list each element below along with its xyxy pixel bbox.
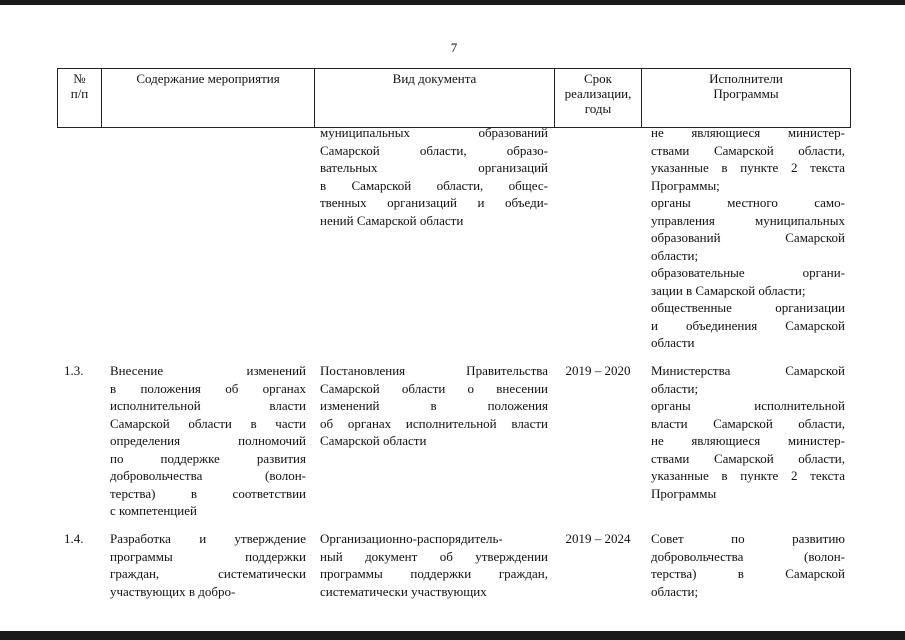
row-document-cell [320,362,548,450]
text-line: определения полномочий [110,433,306,448]
text-line: не являющиеся министер- [651,125,845,140]
text-line: и объединения Самарской [651,317,845,333]
table-border-top [57,68,851,69]
text-line: области; [651,380,699,396]
text-line: Программы [651,485,717,501]
text-line: программы поддержки граждан, [320,566,548,581]
text-line: области [651,335,695,350]
text-line: ствами Самарской области, [651,450,845,466]
text-line: в положения об органах [110,380,306,396]
row-number: 1.3. [64,363,84,378]
text-line: органы исполнительной [651,398,845,413]
text-line: граждан, систематически [110,566,306,581]
text-line: добровольчества (волон- [110,468,306,483]
row-document-cell [320,530,548,600]
row-number: 1.4. [64,531,84,546]
text-line: программы поддержки [110,548,306,564]
text-line: образовательные органи- [651,265,845,280]
text-line: об органах исполнительной власти [320,415,548,431]
text-line: управления муниципальных [651,212,845,228]
scan-edge-top [0,0,905,5]
text-line: муниципальных образований [320,125,548,140]
row-term: 2019 – 2020 [565,363,631,378]
text-line: в Самарской области, общес- [320,177,548,193]
row-executors-cell [651,530,845,600]
header-term: Срок реализации, годы [564,71,632,116]
row-executors-cell [651,362,845,502]
row-content-cell [110,362,306,520]
text-line: Министерства Самарской [651,363,845,378]
text-line: власти Самарской области, [651,415,845,431]
text-line: участвующих в добро- [110,583,236,599]
text-line: органы местного само- [651,195,845,210]
text-line: нений Самарской области [320,212,464,228]
text-line: ный документ об утверждении [320,548,548,564]
text-line: Организационно-распорядитель- [320,531,503,546]
text-line: не являющиеся министер- [651,433,845,448]
text-line: Совет по развитию [651,531,845,546]
text-line: Разработка и утверждение [110,531,306,546]
text-line: вательных организаций [320,160,548,175]
text-line: исполнительной власти [110,398,306,413]
text-line: области; [651,247,699,263]
text-line: ствами Самарской области, [651,142,845,158]
text-line: с компетенцией [110,503,197,518]
text-line: образований Самарской [651,230,845,245]
header-executors: Исполнители Программы [709,71,783,101]
continuation-executors-cell [651,124,845,352]
text-line: области; [651,583,699,599]
text-line: Постановления Правительства [320,363,548,378]
row-content-cell [110,530,306,600]
text-line: указанные в пункте 2 текста [651,468,845,483]
page-number: 7 [450,40,458,55]
text-line: указанные в пункте 2 текста [651,160,845,175]
row-term: 2019 – 2024 [565,531,631,546]
continuation-document-cell [320,124,548,229]
header-content: Содержание мероприятия [136,71,280,86]
text-line: Внесение изменений [110,363,306,378]
header-document: Вид документа [392,71,477,86]
text-line: терства) в соответствии [110,485,306,501]
text-line: изменений в положения [320,398,548,413]
header-number: № п/п [70,71,89,101]
text-line: зации в Самарской области; [651,282,806,298]
text-line: добровольчества (волон- [651,548,845,564]
text-line: Самарской области, образо- [320,142,548,158]
text-line: систематически участвующих [320,583,487,599]
text-line: Программы; [651,177,720,193]
scan-edge-bottom [0,631,905,640]
text-line: общественные организации [651,300,845,315]
text-line: твенных организаций и объеди- [320,195,548,210]
text-line: Самарской области о внесении [320,380,548,396]
text-line: терства) в Самарской [651,566,845,581]
text-line: Самарской области в части [110,415,306,431]
table-border-right [850,68,851,128]
text-line: по поддержке развития [110,450,306,466]
text-line: Самарской области [320,433,427,448]
